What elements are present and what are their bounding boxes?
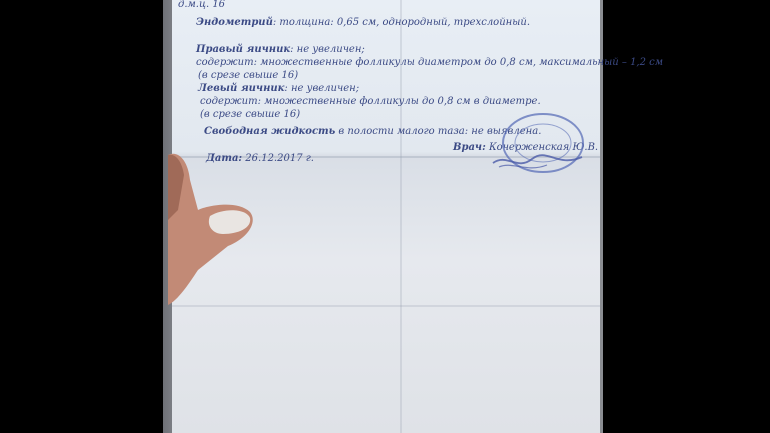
round-seal-icon — [487, 113, 589, 177]
right-ovary-content: содержит: множественные фолликулы диаметром до 0,8 см, максимальный – 1,2 см — [196, 57, 664, 68]
date-value: 26.12.2017 г. — [242, 153, 314, 164]
thumb-icon — [168, 150, 258, 310]
date-label: Дата: — [206, 153, 243, 164]
doctor-name: Кочерженская Ю.В. — [485, 142, 599, 153]
left-ovary-slice: (в срезе свыше 16) — [200, 109, 301, 120]
left-ovary-content: содержит: множественные фолликулы до 0,8 см в диаметре. — [200, 96, 541, 107]
right-ovary-label: Правый яичник — [196, 44, 291, 55]
right-ovary-line — [196, 44, 365, 55]
left-ovary-text: : не увеличен; — [284, 83, 360, 94]
doctor-label: Врач: — [453, 142, 486, 153]
endometrium-text: : толщина: 0,65 см, однородный, трехслойный. — [272, 17, 530, 28]
endometrium-line — [196, 17, 530, 28]
right-ovary-text: : не увеличен; — [290, 44, 365, 55]
free-fluid-label: Свободная жидкость — [204, 126, 336, 137]
free-fluid-text: в полости малого таза: не выявлена. — [335, 126, 542, 137]
left-ovary-label: Левый яичник — [198, 83, 285, 94]
left-ovary-line — [198, 83, 359, 94]
right-ovary-slice: (в срезе свыше 16) — [198, 70, 299, 81]
endometrium-label: Эндометрий — [196, 17, 273, 28]
line-dmc: д.м.ц. 16 — [178, 0, 226, 10]
